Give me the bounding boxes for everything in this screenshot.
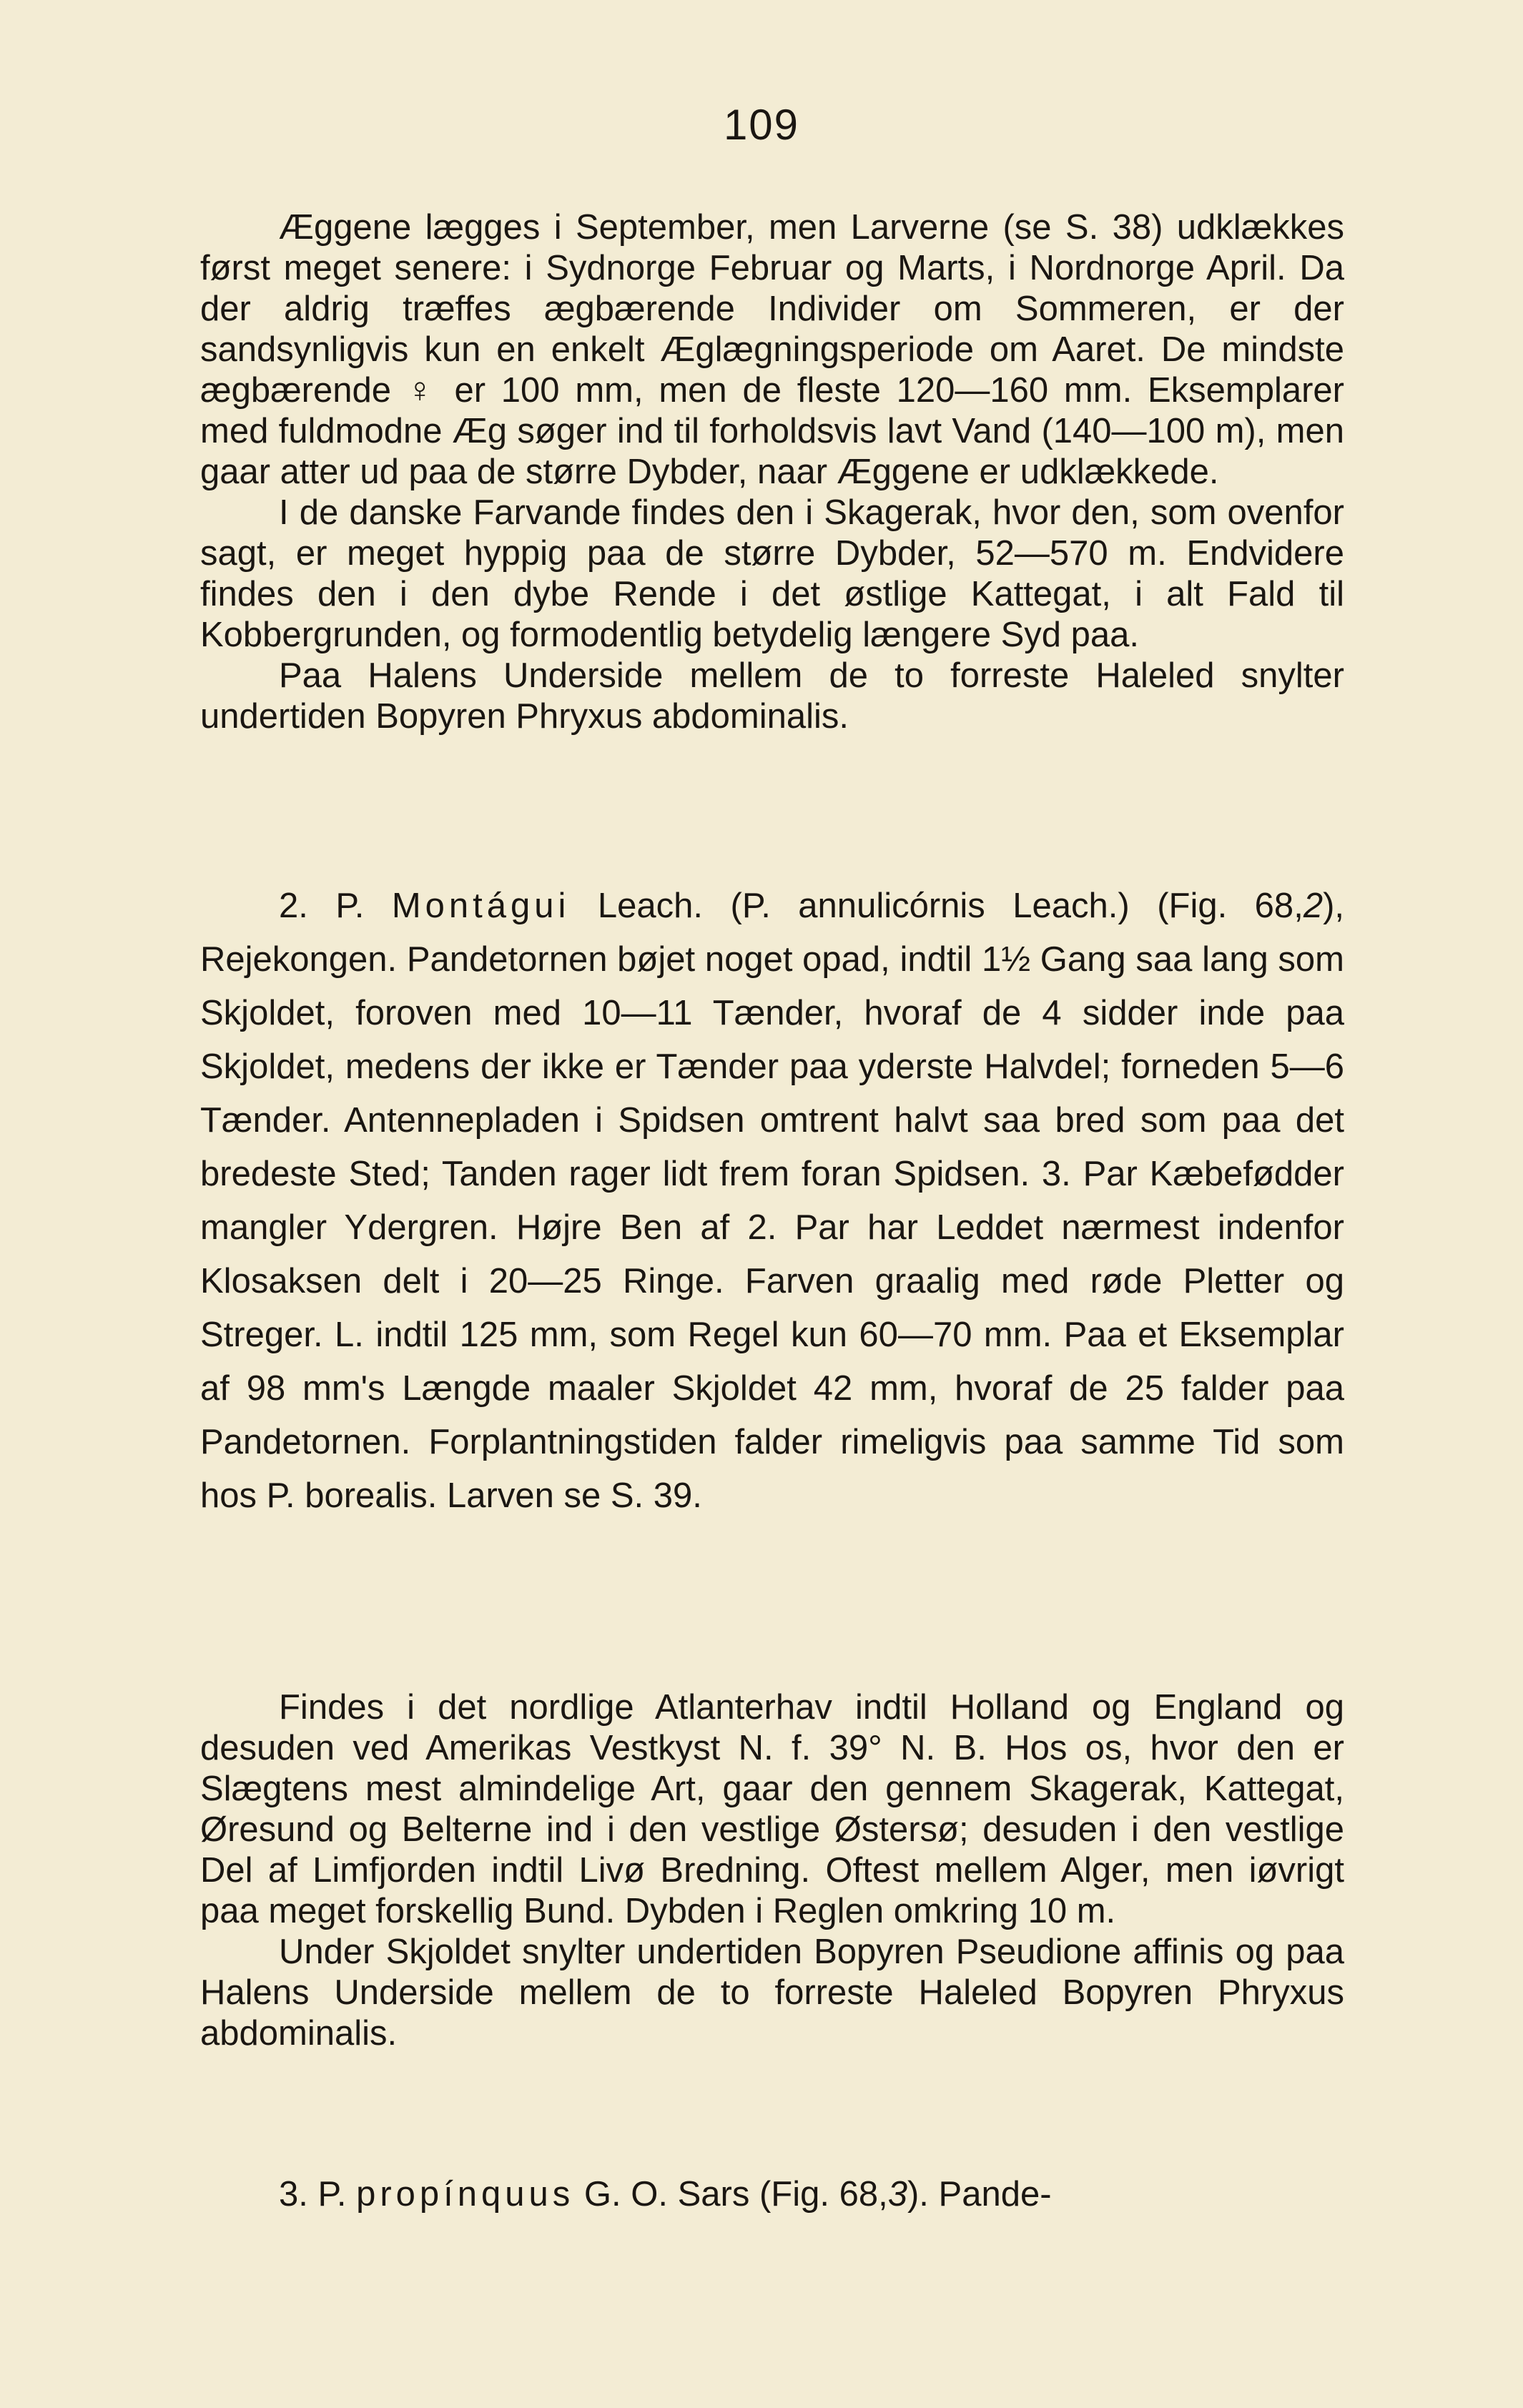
species-author: Leach. (P. annulicórnis Leach.) (Fig. 68,: [597, 887, 1303, 925]
text-block-species-montagui: [200, 879, 1344, 1523]
species-description: ). Pande-: [907, 2175, 1052, 2214]
species-name: propínquus: [356, 2175, 575, 2214]
species-name: Montágui: [391, 887, 571, 925]
species-description: ), Rejekongen. Pandetornen bøjet noget opad, indtil 1½ Gang saa lang som Skjoldet, foroven med 10—11 Tænder, hvoraf de 4 sidder inde paa Skjoldet, medens der ikke er Tænder paa yderste Halvdel; forneden 5—6 Tænder. Antennepladen i Spidsen omtrent halvt saa bred som paa det bredeste Sted; Tanden rager lidt frem foran Spidsen. 3. Par Kæbefødder mangler Ydergren. Højre Ben af 2. Par har Leddet nærmest indenfor Klosaksen delt i 20—25 Ringe. Farven graalig med røde Pletter og Streger. L. indtil 125 mm, som Regel kun 60—70 mm. Paa et Eksemplar af 98 mm's Længde maaler Skjoldet 42 mm, hvoraf de 25 falder paa Pandetornen. Forplantningstiden falder rimeligvis paa samme Tid som hos P. borealis. Larven se S. 39.: [200, 887, 1345, 1515]
paragraph-distribution: Findes i det nordlige Atlanterhav indtil Holland og England og desuden ved Amerikas Vestkyst N. f. 39° N. B. Hos os, hvor den er Slægtens mest almindelige Art, gaar den gennem Skagerak, Kattegat, Øresund og Belterne ind i den vestlige Østersø; desuden i den vestlige Del af Limfjorden indtil Livø Bredning. Oftest mellem Alger, men iøvrigt paa meget forskellig Bund. Dybden i Reglen omkring 10 m.: [200, 1688, 1344, 1930]
species-number: 2. P.: [279, 887, 365, 925]
paragraph-egg-laying: Æggene lægges i September, men Larverne (se S. 38) udklækkes først meget senere: i Sydnorge Februar og Marts, i Nordnorge April. Da der aldrig træffes ægbærende Individer om Sommeren, er der sandsynligvis kun en enkelt Æglægningsperiode om Aaret. De mindste ægbærende ♀ er 100 mm, men de fleste 120—160 mm. Eksemplarer med fuldmodne Æg søger ind til forholdsvis lavt Vand (140—100 m), men gaar atter ud paa de større Dybder, naar Æggene er udklækkede.: [200, 208, 1344, 491]
species-author: G. O. Sars (Fig. 68,: [583, 2175, 888, 2214]
paragraph-danish-waters: I de danske Farvande findes den i Skagerak, hvor den, som ovenfor sagt, er meget hyppig paa de større Dybder, 52—570 m. Endvidere findes den i den dybe Rende i det østlige Kattegat, i alt Fald til Kobbergrunden, og formodentlig betydelig længere Syd paa.: [200, 493, 1344, 654]
species-number: 3. P.: [279, 2175, 347, 2214]
paragraph-species-montagui: [200, 879, 1344, 1523]
text-block-species-propinquus: [200, 2168, 1344, 2221]
figure-ref: 2: [1303, 887, 1324, 925]
paragraph-parasites-2: Under Skjoldet snylter undertiden Bopyren Pseudione affinis og paa Halens Underside mellem de to forreste Haleled Bopyren Phryxus abdominalis.: [200, 1933, 1344, 2053]
text-block-section3: [200, 1687, 1344, 2054]
page-number: 109: [723, 101, 800, 149]
paragraph-parasite: Paa Halens Underside mellem de to forreste Haleled snylter undertiden Bopyren Phryxus abdominalis.: [200, 656, 1344, 736]
figure-ref: 3: [887, 2175, 907, 2214]
text-block-section1: [200, 207, 1344, 737]
paragraph-species-propinquus: [200, 2168, 1344, 2221]
